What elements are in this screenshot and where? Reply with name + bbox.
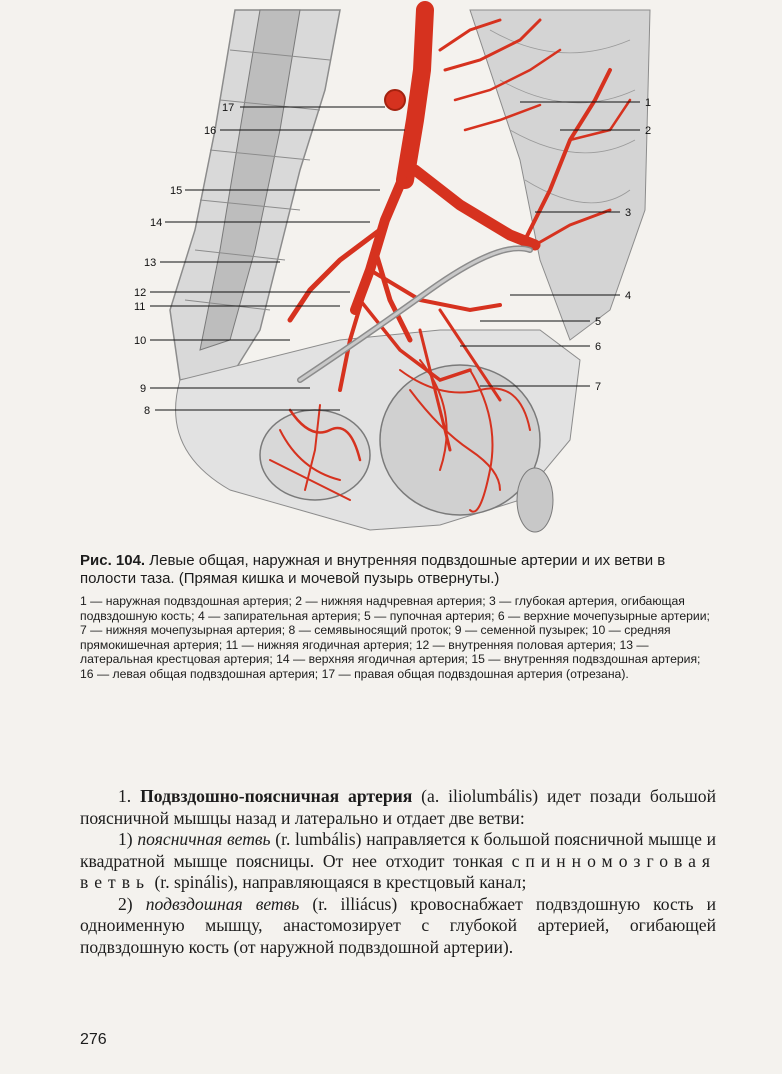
paragraph-text: (a. iliolumbális) идет позади большой поясничной мышцы назад и латерально и отдает две ветви: — [80, 786, 717, 828]
callout-5: 5 — [595, 316, 602, 328]
anatomical-figure — [134, 10, 660, 540]
callout-10: 10 — [134, 335, 147, 347]
paragraph-lumbar-branch — [80, 829, 716, 894]
pelvic-arteries-illustration — [134, 10, 660, 540]
paragraph-text: (r. illiácus) кровоснабжает подвздошную кость и одноименную мышцу, анастомозирует с глубокой артерией, огибающей подвздошную кость (от наружной подвздошной артерии). — [80, 893, 716, 957]
paragraph-number: 1. — [118, 786, 141, 806]
callout-12: 12 — [134, 287, 147, 299]
callout-3: 3 — [625, 207, 632, 219]
callout-9: 9 — [140, 383, 147, 395]
callout-16: 16 — [204, 125, 217, 137]
list-number: 1) — [118, 829, 138, 849]
term-iliac-branch: подвздошная ветвь — [145, 893, 300, 914]
paragraph-text: (r. spinális), направляющаяся в крестцовый канал; — [150, 872, 527, 892]
callout-13: 13 — [144, 257, 157, 269]
callout-6: 6 — [595, 341, 602, 353]
page-number: 276 — [80, 1031, 107, 1048]
callout-17: 17 — [222, 102, 235, 114]
body-text — [80, 786, 716, 958]
callout-1: 1 — [645, 97, 652, 109]
term-iliolumbar-artery: Подвздошно-поясничная артерия — [140, 786, 413, 806]
term-spinal-branch: спинномозговая ветвь — [80, 850, 716, 892]
callout-4: 4 — [625, 290, 632, 302]
figure-legend: 1 — наружная подвздошная артерия; 2 — нижняя надчревная артерия; 3 — глубокая артерия, огибающая подвздошную кость; 4 — запирательная артерия; 5 — пупочная артерия; 6 — верхние мочепузырные артерии; 7 — нижняя мочепузырная артерия; 8 — семявыносящий проток; 9 — семенной пузырек; 10 — средняя прямокишечная артерия; 11 — нижняя ягодичная артерия; 12 — внутренняя половая артерия; 13 — латеральная крестцовая артерия; 14 — верхняя ягодичная артерия; 15 — внутренняя подвздошная артерия; 16 — левая общая подвздошная артерия; 17 — правая общая подвздошная артерия (отрезана). — [80, 594, 710, 681]
callout-2: 2 — [645, 125, 652, 137]
callout-14: 14 — [150, 217, 163, 229]
callout-8: 8 — [144, 405, 151, 417]
callout-7: 7 — [595, 381, 602, 393]
paragraph-iliac-branch — [80, 894, 716, 959]
caption-title-text: Левые общая, наружная и внутренняя подвздошные артерии и их ветви в полости таза. (Прямая кишка и мочевой пузырь отвернуты.) — [80, 552, 666, 587]
rectum-shape — [260, 410, 370, 500]
term-lumbar-branch: поясничная ветвь — [137, 829, 271, 849]
paragraph-iliolumbar-artery — [80, 786, 716, 829]
figure-caption — [80, 552, 710, 682]
callout-11: 11 — [134, 301, 146, 313]
bladder-shape — [380, 365, 540, 515]
paragraph-text: (r. lumbális) направляется к большой поясничной мышце и квадратной мышце поясницы. От нее отходит тонкая — [80, 829, 716, 871]
list-number: 2) — [118, 893, 146, 914]
callout-15: 15 — [170, 185, 183, 197]
caption-title — [80, 552, 710, 588]
figure-label: Рис. 104. — [80, 552, 146, 569]
